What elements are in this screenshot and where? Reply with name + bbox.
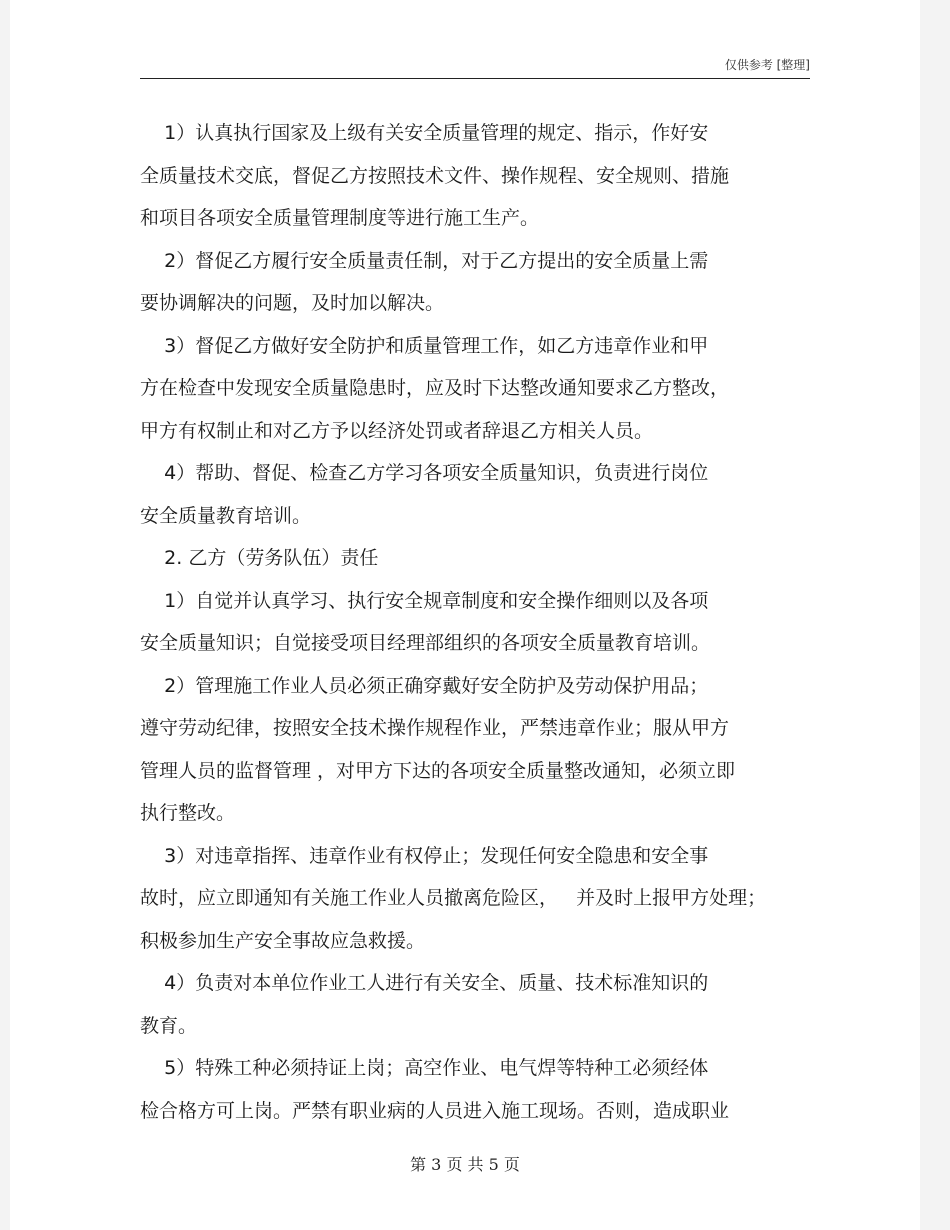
document-body — [140, 112, 820, 1132]
text-line: 2）管理施工作业人员必须正确穿戴好安全防护及劳动保护用品； — [140, 674, 709, 697]
text-line: 全质量技术交底，督促乙方按照技术文件、操作规程、安全规则、措施 — [140, 164, 730, 187]
page-footer: 第 3 页 共 5 页 — [410, 1155, 520, 1174]
text-line: 2）督促乙方履行安全质量责任制，对于乙方提出的安全质量上需 — [140, 249, 709, 272]
page-header — [140, 50, 810, 79]
text-line: 教育。 — [140, 1014, 198, 1037]
text-line: 遵守劳动纪律，按照安全技术操作规程作业，严禁违章作业；服从甲方 — [140, 717, 730, 739]
text-line: 要协调解决的问题，及时加以解决。 — [140, 292, 445, 314]
text-line: 1）自觉并认真学习、执行安全规章制度和安全操作细则以及各项 — [140, 589, 709, 612]
text-line: 2. 乙方（劳务队伍）责任 — [140, 547, 379, 569]
text-line: 4）负责对本单位作业工人进行有关安全、质量、技术标准知识的 — [140, 972, 709, 994]
text-line: 5）特殊工种必须持证上岗；高空作业、电气焊等特种工必须经体 — [140, 1057, 709, 1079]
text-line: 甲方有权制止和对乙方予以经济处罚或者辞退乙方相关人员。 — [140, 419, 654, 442]
text-line: 安全质量知识；自觉接受项目经理部组织的各项安全质量教育培训。 — [140, 632, 711, 654]
text-line: 1）认真执行国家及上级有关安全质量管理的规定、指示，作好安 — [140, 122, 709, 144]
text-line: 检合格方可上岗。严禁有职业病的人员进入施工现场。否则，造成职业 — [140, 1099, 730, 1122]
text-line: 积极参加生产安全事故应急救援。 — [140, 929, 426, 952]
text-line: 执行整改。 — [140, 802, 236, 824]
text-line: 3）对违章指挥、违章作业有权停止；发现任何安全隐患和安全事 — [140, 844, 709, 867]
text-line: 和项目各项安全质量管理制度等进行施工生产。 — [140, 207, 540, 229]
text-line: 故时，应立即通知有关施工作业人员撤离危险区， 并及时上报甲方处理； — [140, 887, 767, 909]
document-page — [10, 0, 920, 1230]
text-line: 3）督促乙方做好安全防护和质量管理工作，如乙方违章作业和甲 — [140, 334, 709, 357]
text-line: 安全质量教育培训。 — [140, 504, 312, 527]
text-line: 方在检查中发现安全质量隐患时，应及时下达整改通知要求乙方整改， — [140, 377, 730, 399]
text-line: 4）帮助、督促、检查乙方学习各项安全质量知识，负责进行岗位 — [140, 462, 709, 484]
text-line: 管理人员的监督管理 ，对甲方下达的各项安全质量整改通知，必须立即 — [140, 759, 736, 782]
header-text: 仅供参考 [整理] — [724, 58, 810, 72]
